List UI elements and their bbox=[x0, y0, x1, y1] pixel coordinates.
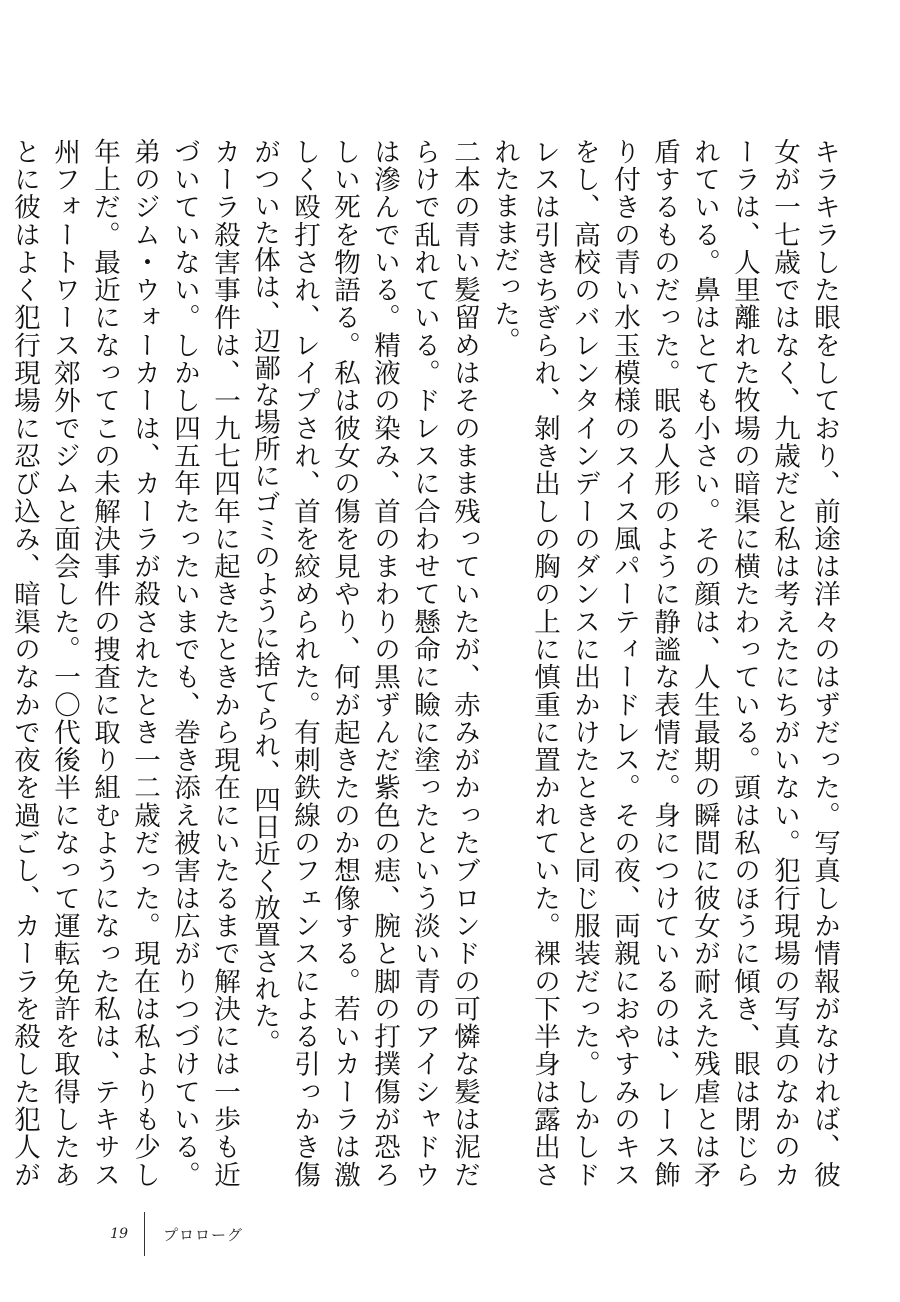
footer-divider bbox=[144, 1212, 145, 1256]
running-head: プロローグ bbox=[163, 1225, 244, 1244]
page-number: 19 bbox=[110, 1226, 128, 1242]
paragraph: キラキラした眼をしており、前途は洋々のはずだった。写真しか情報がなければ、彼女が一七歳ではなく、九歳だと私は考えたにちがいない。犯行現場の写真のなかのカーラは、人里離れた牧場の暗渠に横たわっている。頭は私のほうに傾き、眼は閉じられている。鼻はとても小さい。その顔は、人生最期の瞬間に彼女が耐えた残虐とは矛盾するものだった。眠る人形のように静謐な表情だ。身につけているのは、レース飾り付きの青い水玉模様のスイス風パーティードレス。その夜、両親におやすみのキスをし、高校のバレンタインデーのダンスに出かけたときと同じ服装だった。しかしドレスは引きちぎられ、剝き出しの胸の上に慎重に置かれていた。裸の下半身は露出されたままだった。 bbox=[489, 138, 840, 1188]
page-footer bbox=[80, 1212, 243, 1256]
paragraph: カーラ殺害事件は、一九七四年に起きたときから現在にいたるまで解決には一歩も近づいていない。しかし四五年たったいまでも、巻き添え被害は広がりつづけている。弟のジム・ウォーカーは、カーラが殺されたとき一二歳だった。現在は私よりも少し年上だ。最近になってこの未解決事件の捜査に取り組むようになった私は、テキサス州フォートワース郊外でジムと面会した。一〇代後半になって運転免許を取得したあとに彼はよく犯行現場に忍び込み、暗渠のなかで夜を過ごし、カーラを殺した犯人が bbox=[9, 138, 240, 1188]
paragraph: 二本の青い髪留めはそのまま残っていたが、赤みがかったブロンドの可憐な髪は泥だらけで乱れている。ドレスに合わせて懸命に瞼に塗ったという淡い青のアイシャドウは滲んでいる。精液の染み、首のまわりの黒ずんだ紫色の痣、腕と脚の打撲傷が恐ろしい死を物語る。私は彼女の傷を見やり、何が起きたのか想像する。若いカーラは激しく殴打され、レイプされ、首を絞められた。有刺鉄線のフェンスによる引っかき傷がついた体は、辺鄙な場所にゴミのように捨てられ、四日近く放置された。 bbox=[249, 138, 480, 1188]
body-text bbox=[9, 138, 844, 1188]
